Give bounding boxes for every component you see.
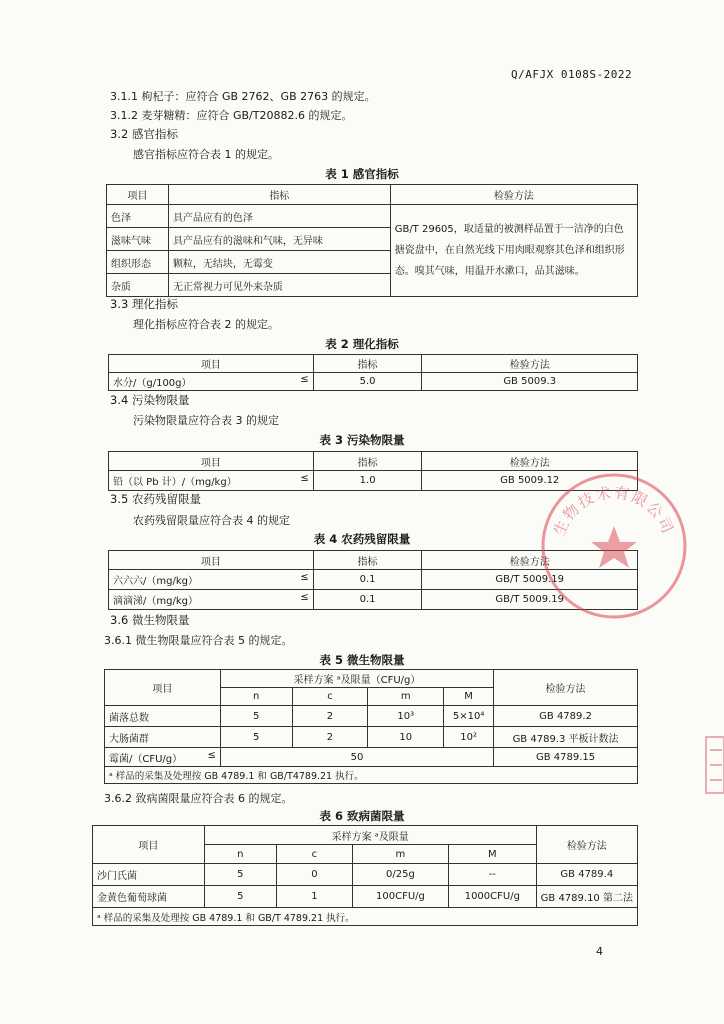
table4-header-item: 项目: [109, 551, 314, 570]
standard-code: Q/AFJX 0108S-2022: [511, 68, 633, 81]
table4-method: GB/T 5009.19: [422, 590, 638, 610]
table6-header-item: 项目: [93, 826, 205, 864]
table5-m: 10: [368, 727, 444, 748]
table4-item: 六六六/（mg/kg）: [113, 576, 198, 587]
table6-header-plan: 采样方案 ᵃ及限量: [204, 826, 536, 845]
table6-sub-c: c: [276, 845, 352, 864]
table5-header-method: 检验方法: [494, 670, 638, 706]
table5-method: GB 4789.2: [494, 706, 638, 727]
table5-M: 5×10⁴: [444, 706, 494, 727]
table2-header-spec: 指标: [313, 355, 422, 373]
table6-sub-n: n: [204, 845, 276, 864]
table1-spec: 颗粒，无结块，无霉变: [168, 251, 390, 274]
table6-c: 1: [276, 886, 352, 908]
table5-item: 大肠菌群: [105, 727, 221, 748]
text-3-3: 理化指标应符合表 2 的规定。: [133, 318, 279, 331]
table2-caption: 表 2 理化指标: [325, 337, 399, 351]
table3-method: GB 5009.12: [422, 471, 638, 491]
table1-item: 组织形态: [107, 251, 169, 274]
table6-method: GB 4789.4: [536, 864, 637, 886]
table6-item: 金黄色葡萄球菌: [93, 886, 205, 908]
table6-c: 0: [276, 864, 352, 886]
table2-op: ≤: [300, 374, 309, 385]
heading-3-3: 3.3 理化指标: [110, 297, 178, 311]
table3-header-item: 项目: [109, 452, 314, 471]
table6-m: 100CFU/g: [352, 886, 448, 908]
table2-header-method: 检验方法: [422, 355, 638, 373]
table6-header-method: 检验方法: [536, 826, 637, 864]
table1-method: GB/T 29605，取适量的被测样品置于一洁净的白色搪瓷盘中，在自然光线下用肉眼观察其色泽和组织形态。嗅其气味，用温开水漱口，品其滋味。: [390, 205, 637, 297]
table3-header-spec: 指标: [313, 452, 422, 471]
table5-sub-c: c: [292, 688, 368, 706]
table5-sub-M: M: [444, 688, 494, 706]
text-3-5: 农药残留限量应符合表 4 的规定: [133, 514, 290, 527]
table-physchem: [108, 354, 638, 391]
table-pathogens: [92, 825, 638, 926]
heading-3-4: 3.4 污染物限量: [110, 393, 190, 407]
table4-op: ≤: [300, 572, 309, 583]
table5-header-item: 项目: [105, 670, 221, 706]
table5-M: 10²: [444, 727, 494, 748]
table1-spec: 无正常视力可见外来杂质: [168, 274, 390, 297]
heading-3-2: 3.2 感官指标: [110, 127, 178, 141]
table1-caption: 表 1 感官指标: [325, 167, 399, 181]
table-sensory: [106, 184, 638, 297]
table5-mold-item-cell: [105, 748, 221, 767]
table1-header-method: 检验方法: [390, 185, 637, 205]
table5-sub-m: m: [368, 688, 444, 706]
table6-note: ᵃ 样品的采集及处理按 GB 4789.1 和 GB/T 4789.21 执行。: [93, 908, 638, 926]
clause-3-6-1: 3.6.1 微生物限量应符合表 5 的规定。: [104, 634, 293, 647]
table1-spec: 具产品应有的色泽: [168, 205, 390, 228]
table2-header-item: 项目: [109, 355, 314, 373]
table5-header-plan: 采样方案 ᵃ及限量（CFU/g）: [220, 670, 493, 688]
table5-n: 5: [220, 706, 292, 727]
table1-spec: 具产品应有的滋味和气味，无异味: [168, 228, 390, 251]
table5-c: 2: [292, 727, 368, 748]
table3-header-method: 检验方法: [422, 452, 638, 471]
company-seal-stamp: [538, 470, 690, 622]
table3-caption: 表 3 污染物限量: [319, 433, 405, 447]
table5-mold-op: ≤: [207, 749, 216, 761]
table4-op: ≤: [300, 592, 309, 603]
table1-item: 滋味气味: [107, 228, 169, 251]
table6-n: 5: [204, 864, 276, 886]
table1-item: 色泽: [107, 205, 169, 228]
table5-m: 10³: [368, 706, 444, 727]
table5-caption: 表 5 微生物限量: [319, 653, 405, 667]
table2-item: 水分/（g/100g）: [113, 378, 192, 389]
table5-sub-n: n: [220, 688, 292, 706]
table4-header-method: 检验方法: [422, 551, 638, 570]
table6-sub-m: m: [352, 845, 448, 864]
table4-spec: 0.1: [313, 590, 422, 610]
page-number: 4: [596, 945, 603, 958]
table4-caption: 表 4 农药残留限量: [313, 532, 411, 546]
table4-item-cell: [109, 570, 314, 590]
edge-seal-mark: [702, 735, 724, 795]
table5-item: 菌落总数: [105, 706, 221, 727]
table4-method: GB/T 5009.19: [422, 570, 638, 590]
svg-text:生物技术有限公司: 生物技术有限公司: [550, 483, 678, 539]
clause-3-1-1: 3.1.1 枸杞子：应符合 GB 2762、GB 2763 的规定。: [110, 90, 376, 103]
table5-mold-item: 霉菌/（CFU/g）: [109, 753, 183, 765]
table5-mold-method: GB 4789.15: [494, 748, 638, 767]
heading-3-6: 3.6 微生物限量: [110, 613, 190, 627]
text-3-4: 污染物限量应符合表 3 的规定: [133, 414, 279, 427]
table6-sub-M: M: [449, 845, 537, 864]
table1-item: 杂质: [107, 274, 169, 297]
table2-spec: 5.0: [313, 373, 422, 391]
table6-method: GB 4789.10 第二法: [536, 886, 637, 908]
table1-header-item: 项目: [107, 185, 169, 205]
table5-mold-value: 50: [220, 748, 493, 767]
table3-op: ≤: [300, 473, 309, 484]
table6-caption: 表 6 致病菌限量: [319, 809, 405, 823]
table4-header-spec: 指标: [313, 551, 422, 570]
heading-3-5: 3.5 农药残留限量: [110, 492, 201, 506]
table-microbial: [104, 669, 638, 784]
table2-item-cell: [109, 373, 314, 391]
table6-M: --: [449, 864, 537, 886]
table4-item: 滴滴涕/（mg/kg）: [113, 596, 198, 607]
table4-item-cell: [109, 590, 314, 610]
text-3-2: 感官指标应符合表 1 的规定。: [133, 148, 279, 161]
table5-n: 5: [220, 727, 292, 748]
table2-method: GB 5009.3: [422, 373, 638, 391]
table3-spec: 1.0: [313, 471, 422, 491]
clause-3-1-2: 3.1.2 麦芽糖精：应符合 GB/T20882.6 的规定。: [110, 109, 353, 122]
table3-item: 铅（以 Pb 计）/（mg/kg）: [113, 477, 237, 488]
table5-method: GB 4789.3 平板计数法: [494, 727, 638, 748]
table6-m: 0/25g: [352, 864, 448, 886]
table3-item-cell: [109, 471, 314, 491]
table4-spec: 0.1: [313, 570, 422, 590]
table6-M: 1000CFU/g: [449, 886, 537, 908]
table6-n: 5: [204, 886, 276, 908]
table5-c: 2: [292, 706, 368, 727]
clause-3-6-2: 3.6.2 致病菌限量应符合表 6 的规定。: [104, 792, 293, 805]
table5-note: ᵃ 样品的采集及处理按 GB 4789.1 和 GB/T4789.21 执行。: [105, 767, 638, 784]
table6-item: 沙门氏菌: [93, 864, 205, 886]
table1-header-spec: 指标: [168, 185, 390, 205]
